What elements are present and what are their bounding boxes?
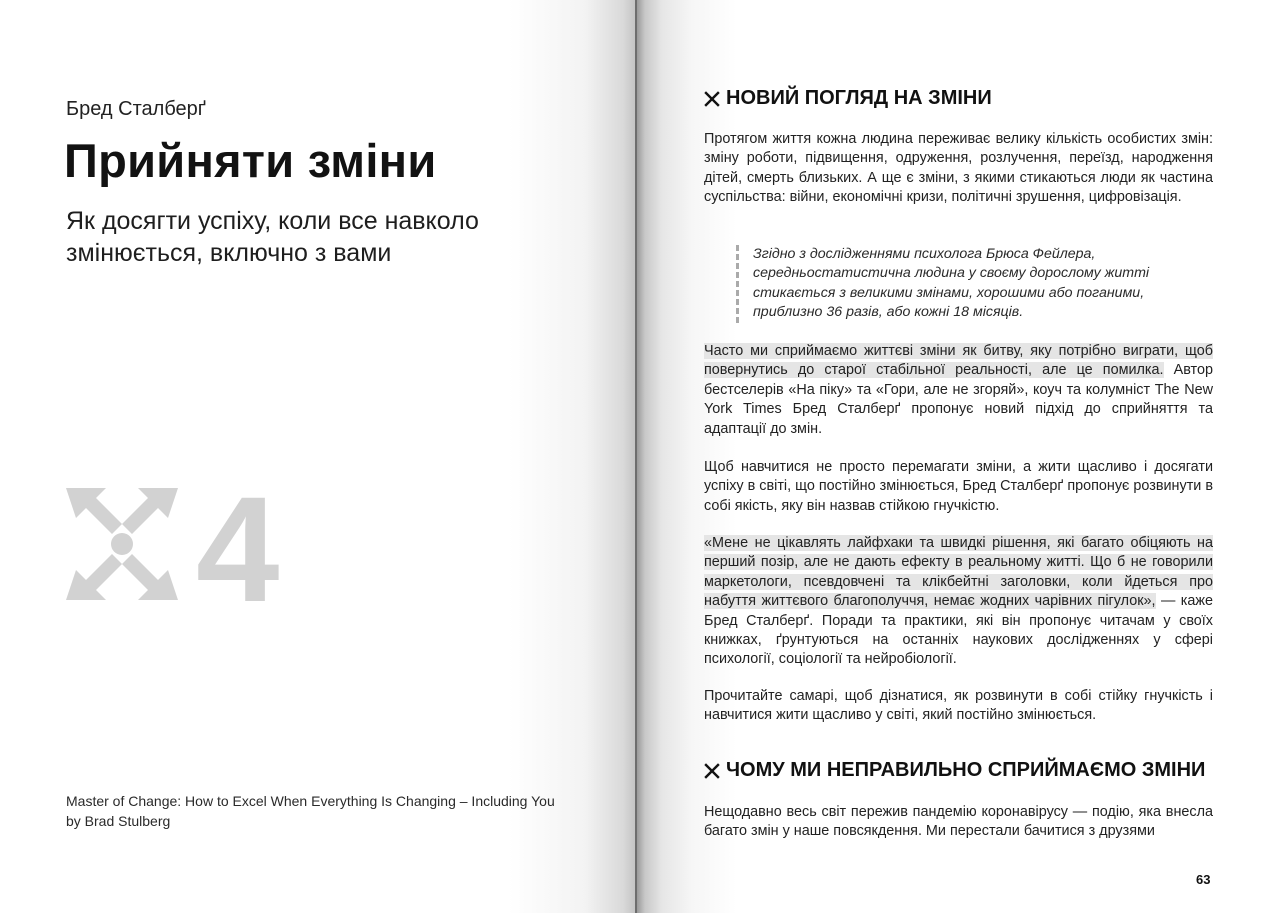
expand-arrows-icon <box>704 763 720 779</box>
book-spine <box>635 0 637 913</box>
expand-arrows-icon <box>704 91 720 107</box>
paragraph: Протягом життя кожна людина переживає велику кількість особистих змін: зміну роботи, підвищення, одруження, розлучення, переїзд, народження дітей, смерть близьких. А ще є зміни, з якими стикаються люди як частина суспільства: війни, економічні кризи, політичні зрушення, цифровізація. <box>704 131 1213 206</box>
original-title <box>66 791 586 831</box>
paragraph: Прочитайте самарі, щоб дізнатися, як розвинути в собі стійку гнучкість і навчитися жити щасливо у світі, який постійно змінюється. <box>704 688 1213 724</box>
book-title: Прийняти зміни <box>64 134 437 187</box>
paragraph: Щоб навчитися не просто перемагати зміни, а жити щасливо і досягати успіху в світі, що постійно змінюється, Бред Сталберґ пропонує розвинути в собі якість, яку він назвав стійкою гнучкістю. <box>704 459 1213 514</box>
chapter-number: 4 <box>196 470 280 620</box>
paragraph <box>704 342 1213 439</box>
section-heading-text: НОВИЙ ПОГЛЯД НА ЗМІНИ <box>726 87 992 109</box>
highlighted-text: «Мене не цікавлять лайфхаки та швидкі рішення, які багато обіцяють на перший позір, але не дають ефекту в реальному житті. Що б не говорили маркетологи, псевдовчені та клікбейтні заголовки, коли йдеться про набуття життєвого благополуччя, немає жодних чарівних пігулок», <box>704 535 1213 610</box>
paragraph-text: Автор бестселерів «На піку» та «Гори, але не згоряй», коуч та колумніст The New York Times Бред Сталберґ пропонує новий підхід до сприйняття та адаптації до змін. <box>704 362 1213 437</box>
section-heading <box>704 87 992 110</box>
section-heading-text: ЧОМУ МИ НЕПРАВИЛЬНО СПРИЙМАЄМО ЗМІНИ <box>726 759 1206 781</box>
page-number: 63 <box>1196 872 1211 887</box>
pull-quote: Згідно з дослідженнями психолога Брюса Фейлера, середньостатистична людина у своєму дорослому житті стикається з великими змінами, хорошими або поганими, приблизно 36 разів, або кожні 18 місяців. <box>736 245 1213 323</box>
book-subtitle: Як досягти успіху, коли все навколо змінюється, включно з вами <box>66 207 479 267</box>
paragraph <box>704 534 1213 670</box>
original-title-line: Master of Change: How to Excel When Everything Is Changing – Including You <box>66 793 555 809</box>
expand-arrows-icon <box>66 488 178 600</box>
highlighted-text: Часто ми сприймаємо життєві зміни як битву, яку потрібно виграти, щоб повернутись до старої стабільної реальності, але це помилка. <box>704 343 1213 379</box>
original-author-line: by Brad Stulberg <box>66 813 171 829</box>
paragraph-text: — каже Бред Сталберґ. Поради та практики, які він пропонує читачам у своїх книжках, ґрунтуються на останніх наукових дослідженнях у сфері психології, соціології та нейробіології. <box>704 593 1213 668</box>
author-name: Бред Сталберґ <box>66 98 207 120</box>
paragraph: Нещодавно весь світ пережив пандемію коронавірусу — подію, яка внесла багато змін у наше повсякдення. Ми перестали бачитися з друзями <box>704 804 1213 840</box>
chapter-graphic <box>60 470 310 620</box>
section-heading <box>704 759 1205 782</box>
